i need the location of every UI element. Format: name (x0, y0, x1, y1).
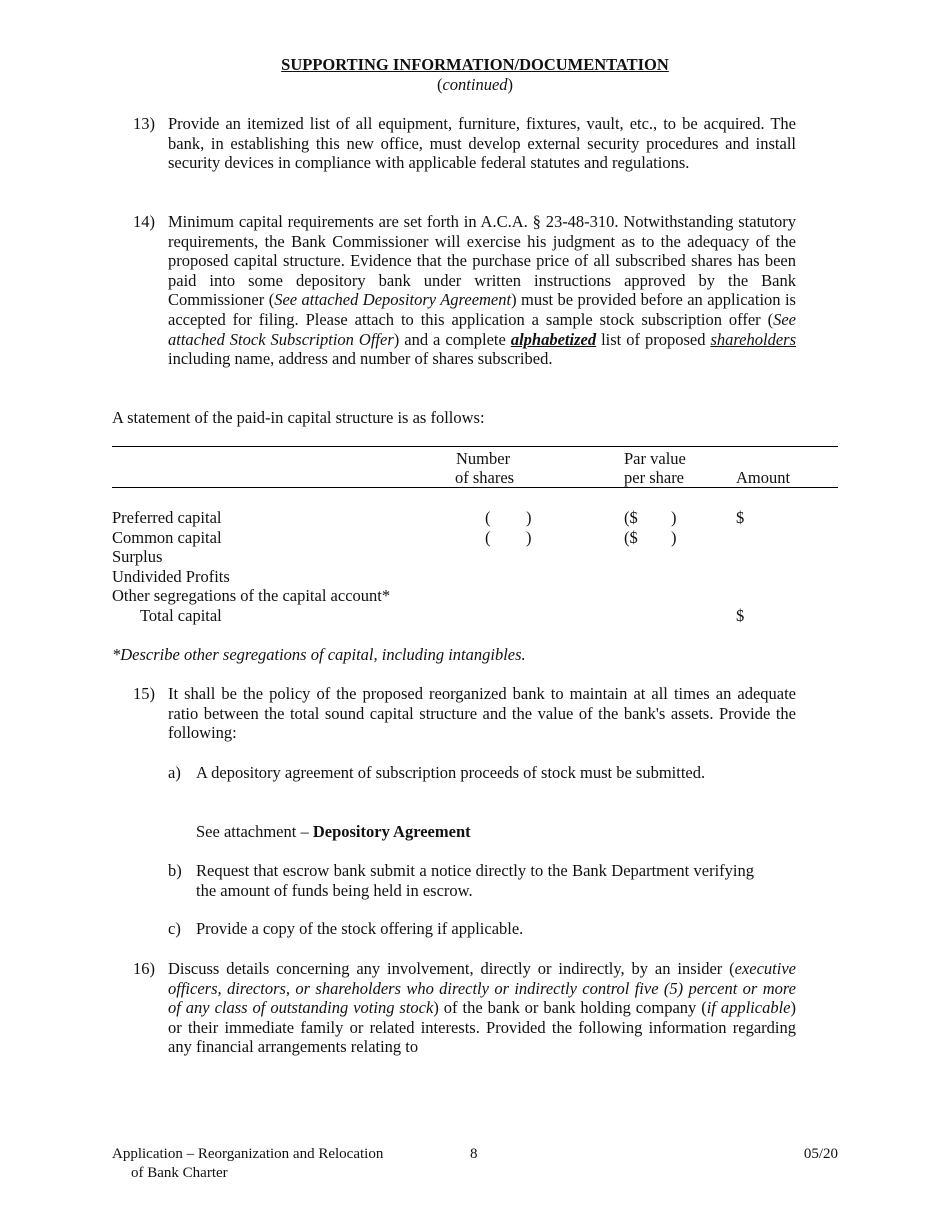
footer-date: 05/20 (803, 1146, 838, 1162)
table-top-rule (112, 446, 838, 447)
item-15-number: 15) (133, 684, 155, 703)
capital-statement: A statement of the paid-in capital structure is as follows: (112, 408, 485, 427)
section-title: SUPPORTING INFORMATION/DOCUMENTATION (281, 55, 669, 74)
item-13-number: 13) (133, 114, 155, 133)
footer-title-line1: Application – Reorganization and Relocation (112, 1146, 384, 1162)
table-header-rule (112, 487, 838, 488)
par-open: ($ (624, 528, 638, 547)
par-open: ($ (624, 508, 638, 527)
table-row-label: Surplus (112, 547, 163, 566)
header-par-2: per share (624, 468, 685, 487)
sub-item-a-letter: a) (168, 763, 181, 782)
sub-item-c-text: Provide a copy of the stock offering if applicable. (196, 919, 524, 938)
header-shares-1: Number (456, 449, 511, 468)
table-row-label: Preferred capital (112, 508, 222, 527)
amount-cell: $ (736, 508, 745, 527)
table-row-label: Other segregations of the capital account* (112, 586, 391, 605)
attachment-note: See attachment – Depository Agreement (196, 822, 471, 841)
item-16-number: 16) (133, 959, 155, 978)
item-13-text: Provide an itemized list of all equipment, furniture, fixtures, vault, etc., to be acquired. The bank, in establishing this new office, must develop external security procedures and install security devices in compliance with applicable federal statutes and regulations. (168, 114, 796, 173)
amount-cell-total: $ (736, 606, 745, 625)
continued-note: (continued) (436, 75, 514, 94)
table-row-label-total: Total capital (140, 606, 222, 625)
item-16-text: Discuss details concerning any involvement, directly or indirectly, by an insider (executive officers, directors, or shareholders who directly or indirectly control five (5) percent or more of any class of outstanding voting stock) of the bank or bank holding company (if applicable) or their immediate family or related interests. Provided the following information regarding any financial arrangements relating to (168, 959, 796, 1057)
shares-close: ) (526, 508, 532, 527)
item-14-text: Minimum capital requirements are set forth in A.C.A. § 23-48-310. Notwithstanding statutory requirements, the Bank Commissioner will exercise his judgment as to the adequacy of the proposed capital structure. Evidence that the purchase price of all subscribed shares has been paid into some depository bank under written instructions approved by the Bank Commissioner (See attached Depository Agreement) must be provided before an application is accepted for filing. Please attach to this application a sample stock subscription offer (See attached Stock Subscription Offer) and a complete alphabetized list of proposed shareholders including name, address and number of shares subscribed. (168, 212, 796, 369)
shares-open: ( (485, 528, 491, 547)
header-shares-2: of shares (455, 468, 515, 487)
footer-title-line2: of Bank Charter (131, 1165, 228, 1181)
shares-close: ) (526, 528, 532, 547)
par-close: ) (671, 528, 677, 547)
table-row-label: Undivided Profits (112, 567, 230, 586)
sub-item-b-text: Request that escrow bank submit a notice directly to the Bank Department verifying the amount of funds being held in escrow. (196, 861, 754, 900)
item-14-number: 14) (133, 212, 155, 231)
shares-open: ( (485, 508, 491, 527)
page-title (0, 55, 950, 75)
header-par-1: Par value (624, 449, 686, 468)
item-15-text: It shall be the policy of the proposed reorganized bank to maintain at all times an adequate ratio between the total sound capital structure and the value of the bank's assets. Provide the following: (168, 684, 796, 743)
header-amount: Amount (736, 468, 791, 487)
page-number: 8 (470, 1146, 478, 1162)
table-row-label: Common capital (112, 528, 222, 547)
sub-item-c-letter: c) (168, 919, 181, 938)
table-footnote: *Describe other segregations of capital, including intangibles. (112, 645, 526, 664)
sub-item-b-letter: b) (168, 861, 182, 880)
sub-item-a-text: A depository agreement of subscription proceeds of stock must be submitted. (196, 763, 706, 782)
par-close: ) (671, 508, 677, 527)
